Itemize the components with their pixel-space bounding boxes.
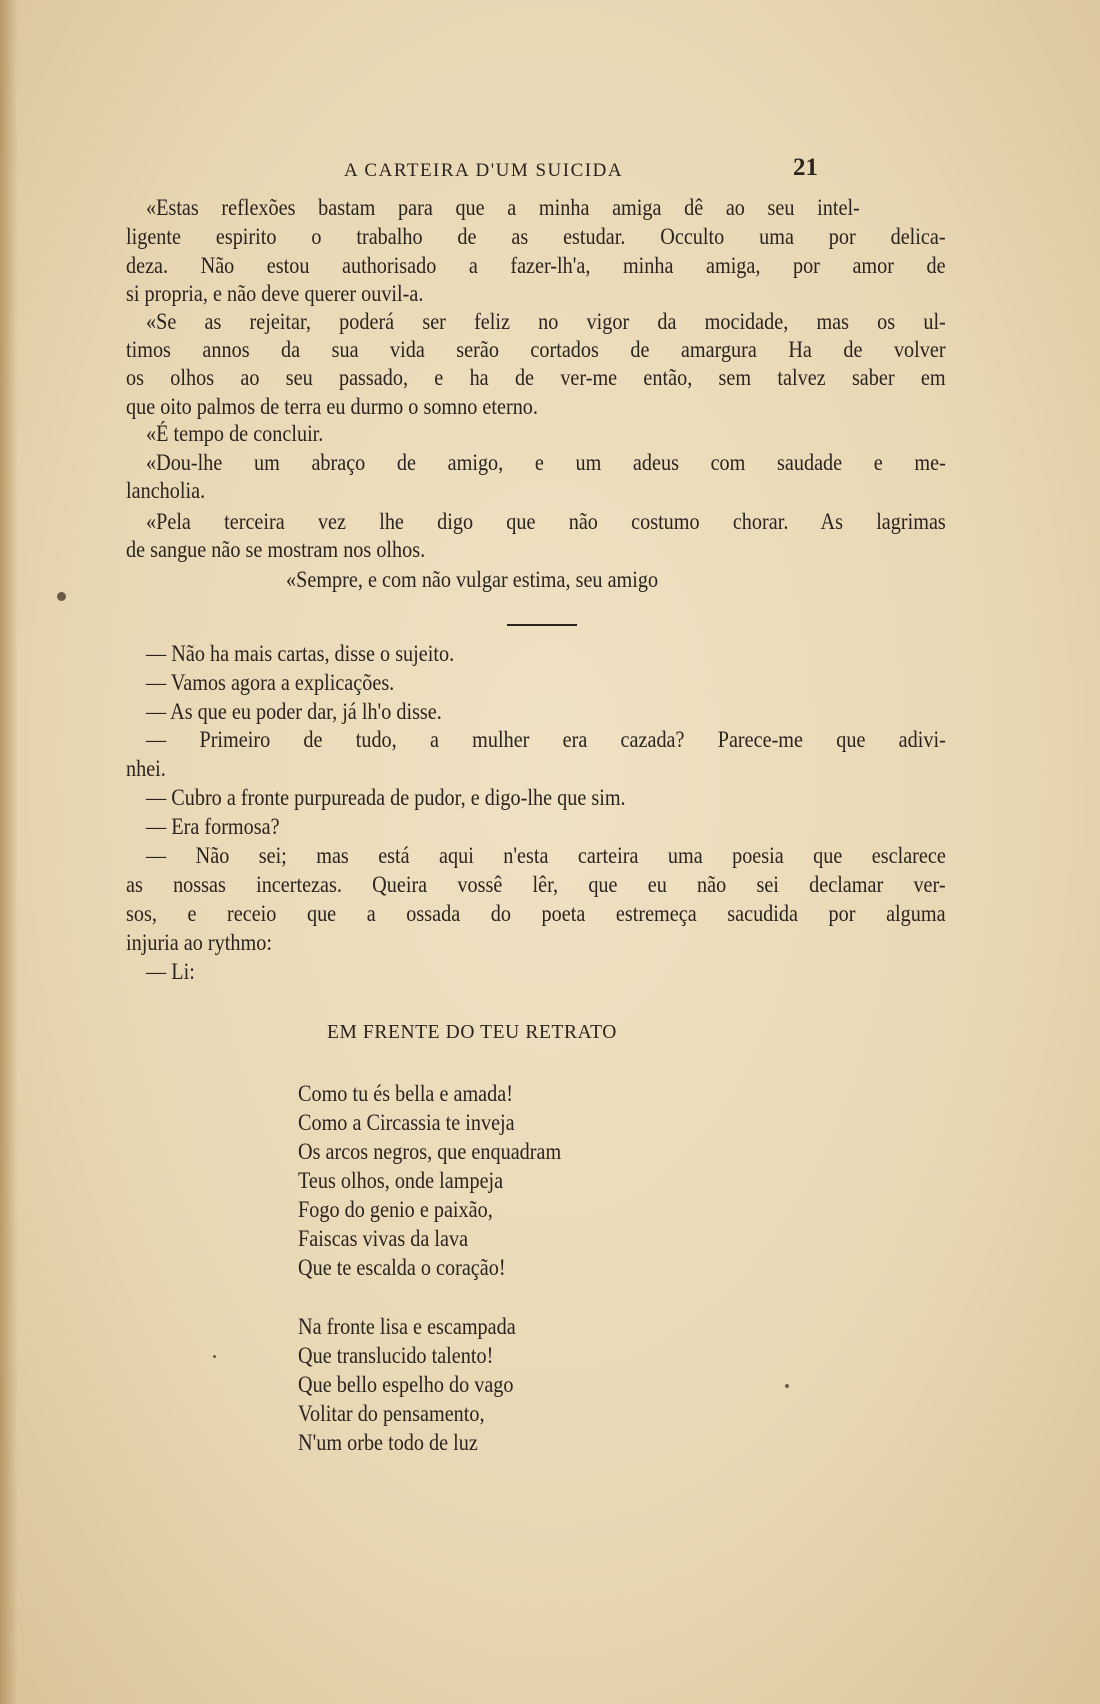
text-line: timos annos da sua vida serão cortados de amargura Ha de volver	[126, 337, 946, 363]
running-title: A CARTEIRA D'UM SUICIDA	[344, 160, 624, 181]
text-line: ligente espirito o trabalho de as estudar. Occulto uma por delica-	[126, 224, 946, 250]
text-line: «É tempo de concluir.	[146, 421, 324, 447]
text-line: «Sempre, e com não vulgar estima, seu amigo	[286, 567, 659, 593]
text-line: lancholia.	[126, 478, 206, 504]
text-line: sos, e receio que a ossada do poeta estremeça sacudida por alguma	[126, 901, 946, 927]
text-line: «Estas reflexões bastam para que a minha amiga dê ao seu intel-	[146, 195, 860, 221]
poem-line: Volitar do pensamento,	[298, 1401, 485, 1427]
text-line: os olhos ao seu passado, e ha de ver-me então, sem talvez saber em	[126, 365, 946, 391]
poem-line: Faiscas vivas da lava	[298, 1226, 469, 1252]
text-line: — As que eu poder dar, já lh'o disse.	[146, 699, 442, 725]
text-line: — Vamos agora a explicações.	[146, 670, 395, 696]
text-line: — Não sei; mas está aqui n'esta carteira uma poesia que esclarece	[146, 843, 946, 869]
text-line: — Li:	[146, 959, 195, 985]
poem-line: Como a Circassia te inveja	[298, 1110, 515, 1136]
paper-speck	[57, 592, 66, 601]
text-line: «Dou-lhe um abraço de amigo, e um adeus com saudade e me-	[146, 450, 946, 476]
poem-line: Na fronte lisa e escampada	[298, 1314, 516, 1340]
section-divider	[507, 624, 577, 626]
text-line: — Cubro a fronte purpureada de pudor, e digo-lhe que sim.	[146, 785, 626, 811]
text-line: injuria ao rythmo:	[126, 930, 272, 956]
page-header	[0, 154, 1100, 188]
text-line: de sangue não se mostram nos olhos.	[126, 537, 426, 563]
text-line: — Era formosa?	[146, 814, 280, 840]
poem-line: Teus olhos, onde lampeja	[298, 1168, 504, 1194]
page-number: 21	[793, 154, 818, 181]
poem-line: Fogo do genio e paixão,	[298, 1197, 493, 1223]
text-line: deza. Não estou authorisado a fazer-lh'a, minha amiga, por amor de	[126, 253, 946, 279]
text-line: — Não ha mais cartas, disse o sujeito.	[146, 641, 455, 667]
poem-line: Os arcos negros, que enquadram	[298, 1139, 562, 1165]
paper-speck	[785, 1384, 789, 1388]
text-line: «Se as rejeitar, poderá ser feliz no vigor da mocidade, mas os ul-	[146, 309, 946, 335]
text-line: «Pela terceira vez lhe digo que não costumo chorar. As lagrimas	[146, 509, 946, 535]
poem-line: Que translucido talento!	[298, 1343, 494, 1369]
text-line: nhei.	[126, 756, 166, 782]
text-line: as nossas incertezas. Queira vossê lêr, que eu não sei declamar ver-	[126, 872, 946, 898]
poem-line: Como tu és bella e amada!	[298, 1081, 513, 1107]
poem-line: N'um orbe todo de luz	[298, 1430, 478, 1456]
page-spine-shadow	[0, 0, 18, 1704]
paper-speck	[213, 1355, 216, 1358]
text-line: que oito palmos de terra eu durmo o somno eterno.	[126, 394, 538, 420]
text-line: — Primeiro de tudo, a mulher era cazada? Parece-me que adivi-	[146, 727, 946, 753]
poem-line: Que bello espelho do vago	[298, 1372, 514, 1398]
text-line: si propria, e não deve querer ouvil-a.	[126, 281, 424, 307]
poem-line: Que te escalda o coração!	[298, 1255, 506, 1281]
poem-title: EM FRENTE DO TEU RETRATO	[327, 1022, 617, 1043]
